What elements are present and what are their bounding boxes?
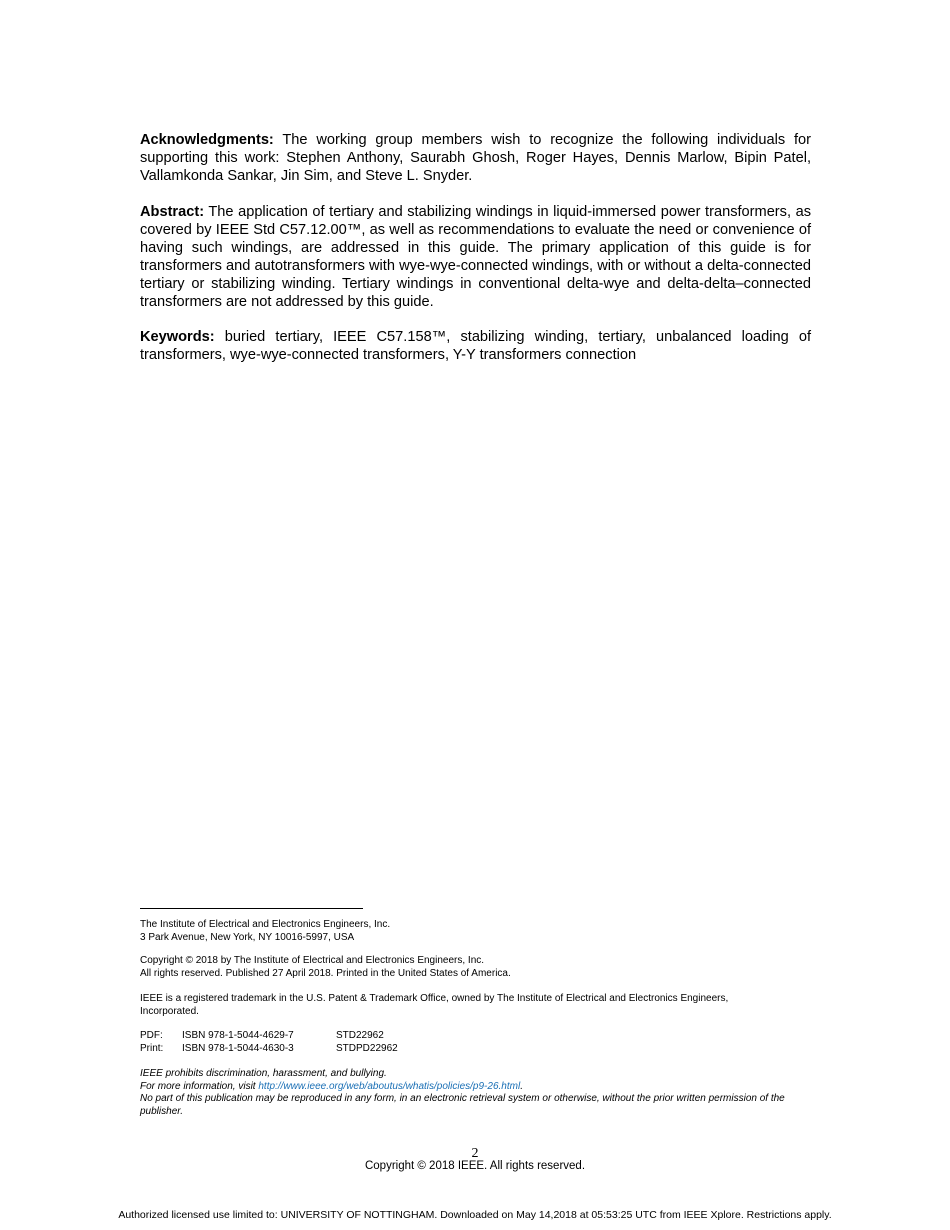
isbn-row-print: [140, 1043, 820, 1056]
trademark-notice: IEEE is a registered trademark in the U.S. Patent & Trademark Office, owned by The Institute of Electrical and Electronics Engineers, Incorporated.: [140, 993, 729, 1017]
isbn-row-pdf: [140, 1030, 820, 1043]
publisher-address-block: [140, 919, 820, 944]
publisher-address: 3 Park Avenue, New York, NY 10016-5997, USA: [140, 931, 355, 943]
copyright-line: Copyright © 2018 by The Institute of Electrical and Electronics Engineers, Inc.: [140, 955, 485, 966]
abstract-label: Abstract:: [140, 204, 205, 220]
policy-line: IEEE prohibits discrimination, harassment, and bullying.: [140, 1068, 387, 1079]
footnote-divider: [140, 908, 363, 909]
isbn-number: ISBN 978-1-5044-4630-3: [182, 1042, 294, 1054]
isbn-table: [140, 1030, 820, 1055]
reproduction-notice: No part of this publication may be reproduced in any form, in an electronic retrieval system or otherwise, without the prior written permission of the publisher.: [140, 1093, 785, 1117]
acknowledgments-paragraph: [140, 131, 811, 185]
keywords-label: Keywords:: [140, 329, 215, 345]
isbn-number: ISBN 978-1-5044-4629-7: [182, 1030, 294, 1041]
isbn-format: Print:: [140, 1042, 164, 1054]
isbn-format: PDF:: [140, 1030, 163, 1041]
isbn-std: STDPD22962: [336, 1042, 398, 1054]
policy-notice: [140, 1068, 811, 1118]
rights-line: All rights reserved. Published 27 April 2018. Printed in the United States of America.: [140, 967, 511, 979]
isbn-std: STD22962: [336, 1030, 384, 1041]
footer-copyright: Copyright © 2018 IEEE. All rights reserved.: [364, 1160, 586, 1172]
keywords-paragraph: [140, 328, 811, 364]
abstract-paragraph: [140, 203, 811, 311]
license-notice: Authorized licensed use limited to: UNIVERSITY OF NOTTINGHAM. Downloaded on May 14,2018 at 05:53:25 UTC from IEEE Xplore. Restrictions apply.: [118, 1209, 832, 1221]
keywords-text: buried tertiary, IEEE C57.158™, stabilizing winding, tertiary, unbalanced loading of transformers, wye-wye-connected transformers, Y-Y transformers connection: [140, 329, 811, 363]
acknowledgments-text: The working group members wish to recognize the following individuals for supporting this work: Stephen Anthony, Saurabh Ghosh, Roger Hayes, Dennis Marlow, Bipin Patel, Vallamkonda Sankar, Jin Sim, and Steve L. Snyder.: [140, 132, 811, 184]
policy-more-prefix: For more information, visit: [140, 1080, 259, 1092]
acknowledgments-label: Acknowledgments:: [140, 132, 274, 148]
abstract-text: The application of tertiary and stabilizing windings in liquid-immersed power transformers, as covered by IEEE Std C57.12.00™, as well as recommendations to evaluate the need or convenience of having such windings, are addressed in this guide. The primary application of this guide is for transformers and autotransformers with wye-wye-connected windings, with or without a delta-connected tertiary or stabilizing winding. Tertiary windings in conventional delta-wye and delta-delta–connected transformers are not addressed by this guide.: [140, 204, 811, 310]
page-number: 2: [471, 1146, 479, 1161]
copyright-block: [140, 955, 820, 980]
policy-more-info: [140, 1081, 811, 1094]
policy-link[interactable]: http://www.ieee.org/web/aboutus/whatis/policies/p9-26.html: [258, 1080, 521, 1092]
policy-more-suffix: .: [520, 1080, 523, 1092]
publisher-name: The Institute of Electrical and Electronics Engineers, Inc.: [140, 919, 391, 930]
